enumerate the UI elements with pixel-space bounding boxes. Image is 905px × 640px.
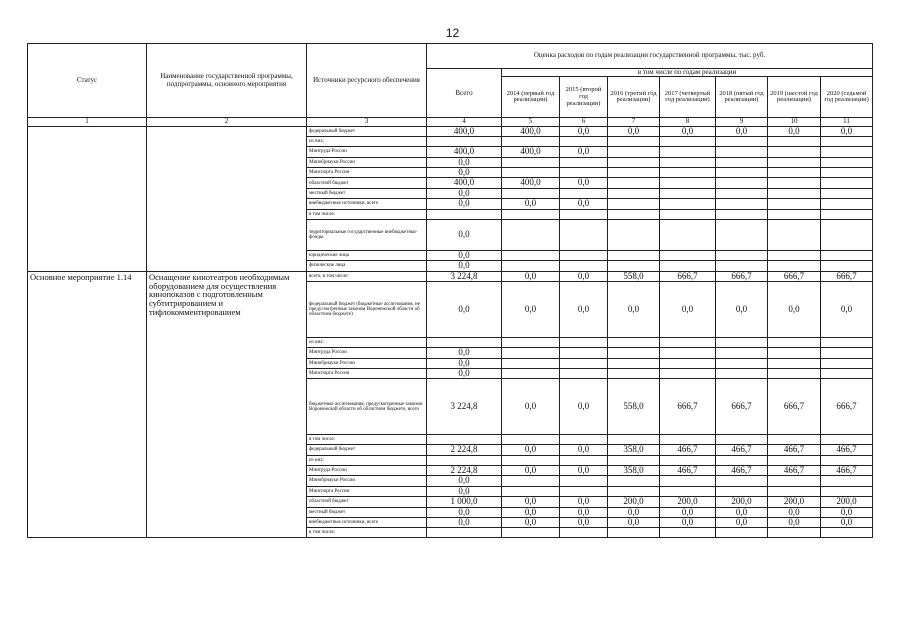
value-cell <box>608 528 660 538</box>
value-cell: 0,0 <box>427 348 502 358</box>
value-cell <box>821 250 873 260</box>
value-cell <box>821 338 873 348</box>
source-cell: из них: <box>307 338 427 348</box>
value-cell <box>821 476 873 486</box>
value-cell: 0,0 <box>560 282 608 338</box>
value-cell <box>821 137 873 147</box>
value-cell <box>427 338 502 348</box>
value-cell: 400,0 <box>427 147 502 157</box>
value-cell <box>608 209 660 219</box>
value-cell: 400,0 <box>502 147 560 157</box>
value-cell <box>716 368 768 378</box>
value-cell <box>660 476 716 486</box>
value-cell: 0,0 <box>502 497 560 507</box>
value-cell <box>608 137 660 147</box>
value-cell <box>560 528 608 538</box>
value-cell <box>768 348 821 358</box>
value-cell: 466,7 <box>768 465 821 475</box>
value-cell <box>716 137 768 147</box>
source-cell: Минобрнауки России <box>307 476 427 486</box>
value-cell: 0,0 <box>768 518 821 528</box>
value-cell: 666,7 <box>821 379 873 435</box>
value-cell <box>660 178 716 188</box>
value-cell <box>821 358 873 368</box>
value-cell <box>716 168 768 178</box>
value-cell <box>608 486 660 496</box>
source-cell: федеральный бюджет <box>307 126 427 136</box>
value-cell <box>716 261 768 271</box>
value-cell <box>716 435 768 445</box>
value-cell <box>768 528 821 538</box>
value-cell <box>821 188 873 198</box>
value-cell: 0,0 <box>560 199 608 209</box>
value-cell <box>427 209 502 219</box>
value-cell: 0,0 <box>560 126 608 136</box>
value-cell: 466,7 <box>716 465 768 475</box>
value-cell <box>502 338 560 348</box>
source-cell: бюджетные ассигнования, предусмотренные законом Воронежской области об областном бюджете, всего <box>307 379 427 435</box>
value-cell <box>821 157 873 167</box>
value-cell: 0,0 <box>502 282 560 338</box>
value-cell: 666,7 <box>768 379 821 435</box>
value-cell <box>608 358 660 368</box>
value-cell: 0,0 <box>821 507 873 517</box>
value-cell <box>502 157 560 167</box>
source-cell: внебюджетные источники, всего <box>307 518 427 528</box>
value-cell: 0,0 <box>502 507 560 517</box>
header-name: Наименование государственной программы, подпрограммы, основного мероприятия <box>147 44 307 118</box>
value-cell <box>608 455 660 465</box>
value-cell <box>768 157 821 167</box>
source-cell: Минспорта России <box>307 486 427 496</box>
value-cell <box>716 157 768 167</box>
value-cell <box>560 250 608 260</box>
value-cell: 3 224,8 <box>427 379 502 435</box>
value-cell <box>821 368 873 378</box>
value-cell: 0,0 <box>821 518 873 528</box>
value-cell: 200,0 <box>821 497 873 507</box>
value-cell <box>502 486 560 496</box>
header-year: 2020 (седьмой год реализации) <box>821 77 873 118</box>
value-cell <box>608 219 660 250</box>
value-cell <box>608 261 660 271</box>
source-cell: в том числе: <box>307 435 427 445</box>
column-number: 8 <box>660 118 716 126</box>
value-cell <box>821 219 873 250</box>
value-cell: 200,0 <box>716 497 768 507</box>
value-cell: 466,7 <box>821 445 873 455</box>
value-cell: 0,0 <box>502 379 560 435</box>
value-cell <box>716 199 768 209</box>
value-cell <box>502 455 560 465</box>
value-cell <box>502 137 560 147</box>
value-cell: 666,7 <box>716 379 768 435</box>
value-cell: 0,0 <box>768 282 821 338</box>
value-cell: 0,0 <box>608 518 660 528</box>
value-cell: 0,0 <box>502 271 560 281</box>
value-cell: 466,7 <box>660 465 716 475</box>
value-cell: 0,0 <box>427 282 502 338</box>
value-cell <box>427 435 502 445</box>
value-cell: 0,0 <box>560 497 608 507</box>
value-cell <box>560 435 608 445</box>
column-number: 9 <box>716 118 768 126</box>
value-cell <box>660 486 716 496</box>
value-cell <box>608 250 660 260</box>
value-cell <box>660 188 716 198</box>
value-cell <box>821 178 873 188</box>
value-cell <box>608 178 660 188</box>
value-cell <box>608 368 660 378</box>
value-cell <box>716 338 768 348</box>
value-cell <box>660 435 716 445</box>
value-cell: 0,0 <box>660 282 716 338</box>
value-cell <box>821 348 873 358</box>
value-cell <box>821 528 873 538</box>
value-cell: 0,0 <box>427 507 502 517</box>
value-cell: 0,0 <box>502 518 560 528</box>
value-cell: 358,0 <box>608 445 660 455</box>
value-cell <box>768 358 821 368</box>
source-cell: из них: <box>307 137 427 147</box>
source-cell: всего, в том числе: <box>307 271 427 281</box>
value-cell <box>660 368 716 378</box>
value-cell: 666,7 <box>768 271 821 281</box>
value-cell <box>560 168 608 178</box>
source-cell: Минспорта России <box>307 168 427 178</box>
value-cell: 0,0 <box>660 126 716 136</box>
value-cell <box>608 188 660 198</box>
value-cell <box>660 348 716 358</box>
value-cell <box>768 137 821 147</box>
value-cell <box>660 528 716 538</box>
value-cell: 0,0 <box>608 282 660 338</box>
row-name <box>147 126 307 271</box>
value-cell <box>716 219 768 250</box>
value-cell <box>502 219 560 250</box>
source-cell: Минобрнауки России <box>307 358 427 368</box>
header-total: Всего <box>427 69 502 118</box>
value-cell <box>560 476 608 486</box>
value-cell <box>608 157 660 167</box>
value-cell: 666,7 <box>660 379 716 435</box>
value-cell <box>608 435 660 445</box>
column-number: 11 <box>821 118 873 126</box>
value-cell <box>608 147 660 157</box>
source-cell: в том числе: <box>307 209 427 219</box>
value-cell: 0,0 <box>427 476 502 486</box>
column-number: 10 <box>768 118 821 126</box>
value-cell: 0,0 <box>560 147 608 157</box>
value-cell <box>768 219 821 250</box>
table-row <box>28 126 873 136</box>
value-cell: 0,0 <box>716 507 768 517</box>
value-cell <box>608 338 660 348</box>
value-cell <box>560 338 608 348</box>
value-cell <box>660 147 716 157</box>
value-cell: 0,0 <box>716 282 768 338</box>
value-cell: 0,0 <box>502 199 560 209</box>
header-year: 2018 (пятый год реализации) <box>716 77 768 118</box>
source-cell: из них: <box>307 455 427 465</box>
value-cell: 0,0 <box>560 518 608 528</box>
value-cell: 1 000,0 <box>427 497 502 507</box>
value-cell <box>660 455 716 465</box>
value-cell: 0,0 <box>427 168 502 178</box>
value-cell <box>768 250 821 260</box>
row-name: Оснащение кинотеатров необходимым оборудованием для осуществления кинопоказов с подготовленным субтитрированием и тифлокомментированием <box>147 271 307 538</box>
value-cell <box>768 168 821 178</box>
value-cell <box>560 137 608 147</box>
value-cell: 400,0 <box>502 126 560 136</box>
value-cell <box>660 338 716 348</box>
value-cell <box>502 188 560 198</box>
source-cell: областной бюджет <box>307 497 427 507</box>
row-status: Основное мероприятие 1.14 <box>28 271 147 538</box>
value-cell: 2 224,8 <box>427 465 502 475</box>
value-cell <box>821 199 873 209</box>
value-cell <box>768 455 821 465</box>
value-cell: 666,7 <box>660 271 716 281</box>
header-estimate: Оценка расходов по годам реализации государственной программы, тыс. руб. <box>427 44 873 69</box>
value-cell <box>560 358 608 368</box>
value-cell <box>502 348 560 358</box>
value-cell <box>560 455 608 465</box>
column-number: 4 <box>427 118 502 126</box>
value-cell <box>502 476 560 486</box>
value-cell <box>716 486 768 496</box>
column-number: 1 <box>28 118 147 126</box>
value-cell <box>660 199 716 209</box>
column-number: 2 <box>147 118 307 126</box>
value-cell <box>660 209 716 219</box>
column-number: 7 <box>608 118 660 126</box>
value-cell <box>608 348 660 358</box>
value-cell <box>716 250 768 260</box>
value-cell: 0,0 <box>768 126 821 136</box>
header-incl-years: в том числе по годам реализации <box>502 69 873 77</box>
value-cell <box>821 455 873 465</box>
value-cell <box>660 168 716 178</box>
value-cell <box>502 358 560 368</box>
header-year: 2014 (первый год реализации) <box>502 77 560 118</box>
value-cell <box>427 137 502 147</box>
value-cell: 0,0 <box>821 282 873 338</box>
value-cell <box>716 358 768 368</box>
value-cell <box>608 476 660 486</box>
source-cell: областной бюджет <box>307 178 427 188</box>
value-cell <box>502 261 560 271</box>
value-cell <box>768 486 821 496</box>
resource-table <box>27 43 873 538</box>
value-cell: 466,7 <box>821 465 873 475</box>
value-cell: 3 224,8 <box>427 271 502 281</box>
value-cell <box>608 168 660 178</box>
value-cell <box>560 486 608 496</box>
value-cell <box>716 476 768 486</box>
value-cell <box>768 188 821 198</box>
value-cell: 0,0 <box>560 178 608 188</box>
value-cell <box>768 209 821 219</box>
value-cell: 0,0 <box>560 507 608 517</box>
value-cell <box>502 528 560 538</box>
value-cell <box>560 209 608 219</box>
value-cell: 0,0 <box>427 486 502 496</box>
value-cell: 0,0 <box>608 126 660 136</box>
value-cell <box>716 209 768 219</box>
value-cell: 0,0 <box>427 199 502 209</box>
value-cell <box>502 368 560 378</box>
value-cell <box>768 178 821 188</box>
value-cell <box>660 219 716 250</box>
value-cell: 358,0 <box>608 465 660 475</box>
value-cell <box>427 528 502 538</box>
value-cell <box>821 147 873 157</box>
value-cell: 0,0 <box>427 219 502 250</box>
value-cell <box>560 188 608 198</box>
value-cell <box>768 435 821 445</box>
value-cell: 0,0 <box>427 188 502 198</box>
source-cell: Минспорта России <box>307 368 427 378</box>
source-cell: федеральный бюджет (бюджетные ассигнования, не предусмотренные законом Воронежской области об областном бюджете) <box>307 282 427 338</box>
value-cell <box>560 261 608 271</box>
header-year: 2017 (четвертый год реализации) <box>660 77 716 118</box>
value-cell: 0,0 <box>502 465 560 475</box>
value-cell <box>660 250 716 260</box>
value-cell <box>502 209 560 219</box>
value-cell: 0,0 <box>660 507 716 517</box>
value-cell <box>660 137 716 147</box>
source-cell: внебюджетные источники, всего <box>307 199 427 209</box>
header-status: Статус <box>28 44 147 118</box>
column-number: 6 <box>560 118 608 126</box>
value-cell: 0,0 <box>608 507 660 517</box>
value-cell: 0,0 <box>560 445 608 455</box>
value-cell <box>660 157 716 167</box>
header-year: 2019 (шестой год реализации) <box>768 77 821 118</box>
value-cell <box>560 368 608 378</box>
value-cell: 400,0 <box>427 178 502 188</box>
value-cell <box>560 157 608 167</box>
value-cell <box>768 261 821 271</box>
value-cell: 0,0 <box>427 250 502 260</box>
value-cell: 466,7 <box>768 445 821 455</box>
value-cell <box>716 348 768 358</box>
value-cell: 466,7 <box>660 445 716 455</box>
source-cell: Минтруда России <box>307 147 427 157</box>
value-cell <box>502 435 560 445</box>
source-cell: физические лица <box>307 261 427 271</box>
value-cell <box>660 261 716 271</box>
value-cell: 0,0 <box>427 358 502 368</box>
source-cell: местный бюджет <box>307 188 427 198</box>
value-cell: 0,0 <box>660 518 716 528</box>
header-year: 2015 (второй год реализации) <box>560 77 608 118</box>
value-cell <box>768 476 821 486</box>
value-cell <box>660 358 716 368</box>
page-number: 12 <box>445 26 460 40</box>
value-cell: 200,0 <box>660 497 716 507</box>
value-cell <box>768 199 821 209</box>
value-cell <box>768 338 821 348</box>
value-cell <box>716 147 768 157</box>
value-cell: 0,0 <box>560 271 608 281</box>
value-cell: 0,0 <box>427 261 502 271</box>
value-cell: 0,0 <box>427 157 502 167</box>
row-status <box>28 126 147 271</box>
value-cell: 0,0 <box>560 465 608 475</box>
value-cell: 666,7 <box>716 271 768 281</box>
source-cell: Минобрнауки России <box>307 157 427 167</box>
value-cell: 2 224,8 <box>427 445 502 455</box>
source-cell: юридические лица <box>307 250 427 260</box>
header-sources: Источники ресурсного обеспечения <box>307 44 427 118</box>
column-number: 3 <box>307 118 427 126</box>
value-cell <box>502 168 560 178</box>
value-cell <box>716 188 768 198</box>
value-cell: 466,7 <box>716 445 768 455</box>
column-number: 5 <box>502 118 560 126</box>
value-cell: 0,0 <box>716 126 768 136</box>
value-cell: 558,0 <box>608 271 660 281</box>
value-cell: 558,0 <box>608 379 660 435</box>
value-cell: 400,0 <box>502 178 560 188</box>
source-cell: местный бюджет <box>307 507 427 517</box>
value-cell: 666,7 <box>821 271 873 281</box>
table-row <box>28 271 873 281</box>
value-cell <box>821 168 873 178</box>
value-cell: 0,0 <box>768 507 821 517</box>
source-cell: федеральный бюджет <box>307 445 427 455</box>
value-cell: 200,0 <box>608 497 660 507</box>
value-cell <box>502 250 560 260</box>
source-cell: территориальные государственные внебюджетные фонды <box>307 219 427 250</box>
value-cell <box>716 528 768 538</box>
header-year: 2016 (третий год реализации) <box>608 77 660 118</box>
source-cell: в том числе: <box>307 528 427 538</box>
source-cell: Минтруда России <box>307 465 427 475</box>
value-cell <box>768 147 821 157</box>
value-cell <box>821 261 873 271</box>
value-cell <box>768 368 821 378</box>
value-cell <box>716 178 768 188</box>
value-cell: 0,0 <box>560 379 608 435</box>
value-cell: 0,0 <box>427 368 502 378</box>
source-cell: Минтруда России <box>307 348 427 358</box>
value-cell: 200,0 <box>768 497 821 507</box>
value-cell <box>716 455 768 465</box>
value-cell <box>608 199 660 209</box>
value-cell <box>821 486 873 496</box>
value-cell <box>427 455 502 465</box>
value-cell <box>821 209 873 219</box>
value-cell: 0,0 <box>427 518 502 528</box>
value-cell <box>560 219 608 250</box>
value-cell: 400,0 <box>427 126 502 136</box>
value-cell <box>560 348 608 358</box>
value-cell: 0,0 <box>502 445 560 455</box>
value-cell <box>821 435 873 445</box>
value-cell: 0,0 <box>821 126 873 136</box>
value-cell: 0,0 <box>716 518 768 528</box>
